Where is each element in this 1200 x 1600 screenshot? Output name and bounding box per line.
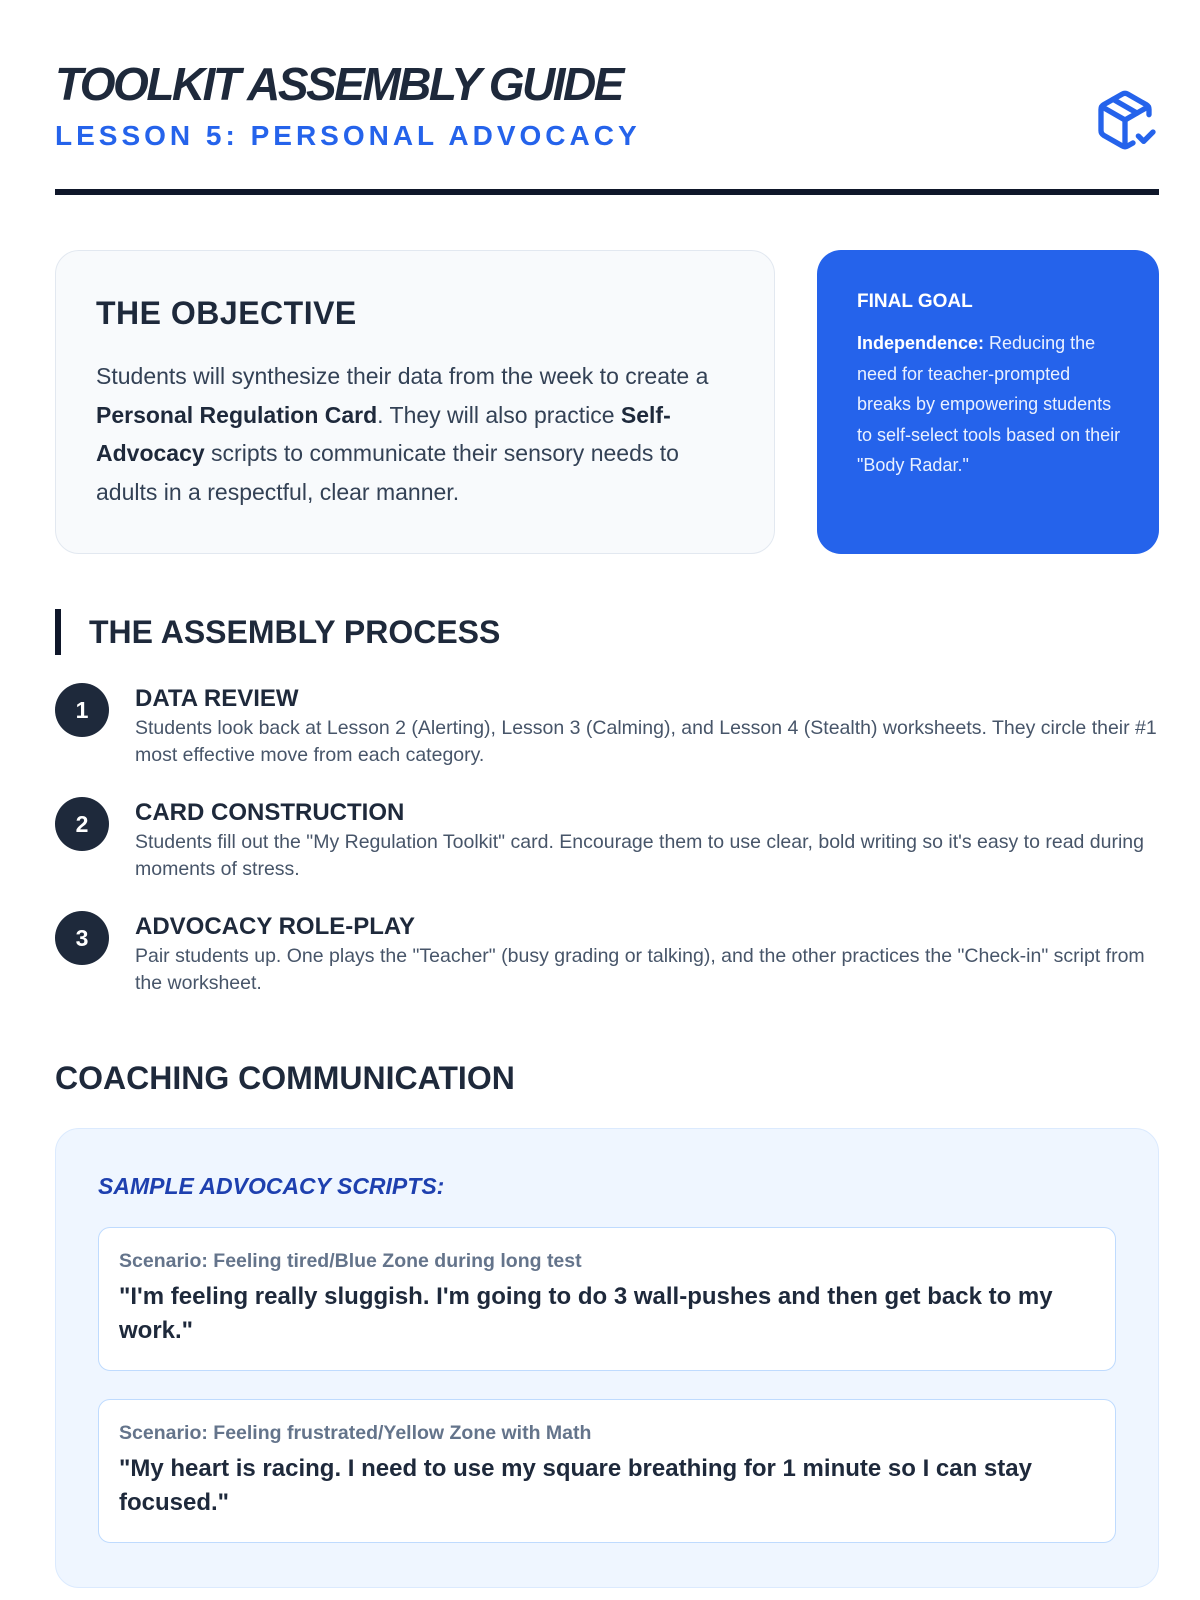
objective-term-self-advocacy: Self-Advocacy	[96, 401, 671, 466]
script-card	[98, 1227, 1116, 1371]
step-body	[135, 683, 1159, 769]
step-number-badge: 3	[55, 911, 109, 965]
final-goal-term: Independence:	[857, 333, 985, 353]
step-title: CARD CONSTRUCTION	[135, 799, 405, 826]
step-title: ADVOCACY ROLE-PLAY	[135, 913, 416, 940]
script-scenario: Scenario: Feeling tired/Blue Zone during long test	[119, 1250, 582, 1272]
final-goal-description: Reducing the need for teacher-prompted breaks by empowering students to self-select tools based on their "Body Radar."	[857, 333, 1121, 475]
page-subtitle: LESSON 5: PERSONAL ADVOCACY	[55, 120, 641, 151]
step-number-badge: 2	[55, 797, 109, 851]
objective-text	[96, 357, 734, 511]
package-check-icon	[1093, 88, 1157, 152]
final-goal-heading: FINAL GOAL	[857, 291, 973, 312]
step-body	[135, 911, 1159, 997]
page-title: TOOLKIT ASSEMBLY GUIDE	[55, 58, 622, 110]
objective-text-part: scripts to communicate their sensory needs to adults in a respectful, clear manner.	[96, 440, 679, 505]
objective-term-regulation-card: Personal Regulation Card	[96, 401, 378, 428]
script-scenario: Scenario: Feeling frustrated/Yellow Zone with Math	[119, 1422, 592, 1444]
script-quote: "My heart is racing. I need to use my square breathing for 1 minute so I can stay focused."	[119, 1455, 1032, 1516]
step-number-badge: 1	[55, 683, 109, 737]
step-description: Students look back at Lesson 2 (Alerting), Lesson 3 (Calming), and Lesson 4 (Stealth) worksheets. They circle their #1 most effective move from each category.	[135, 717, 1157, 766]
script-quote: "I'm feeling really sluggish. I'm going to do 3 wall-pushes and then get back to my work."	[119, 1283, 1053, 1344]
step-body	[135, 797, 1159, 883]
objective-text-part: . They will also practice	[377, 401, 621, 428]
step-title: DATA REVIEW	[135, 685, 299, 712]
coaching-communication-heading: COACHING COMMUNICATION	[55, 1060, 515, 1096]
script-card	[98, 1399, 1116, 1543]
objective-heading: THE OBJECTIVE	[96, 295, 357, 331]
assembly-process-heading: THE ASSEMBLY PROCESS	[55, 609, 500, 655]
header-divider	[55, 189, 1159, 195]
step-description: Students fill out the "My Regulation Toolkit" card. Encourage them to use clear, bold writing so it's easy to read during moments of stress.	[135, 831, 1145, 880]
coaching-scripts-box	[55, 1128, 1159, 1588]
page-header	[55, 58, 1159, 194]
final-goal-text	[857, 328, 1121, 481]
step-description: Pair students up. One plays the "Teacher" (busy grading or talking), and the other practices the "Check-in" script from the worksheet.	[135, 945, 1145, 994]
objective-text-part: Students will synthesize their data from the week to create a	[96, 363, 709, 389]
final-goal-card	[817, 250, 1159, 554]
sample-scripts-heading: SAMPLE ADVOCACY SCRIPTS:	[98, 1173, 445, 1199]
objective-card	[55, 250, 775, 554]
